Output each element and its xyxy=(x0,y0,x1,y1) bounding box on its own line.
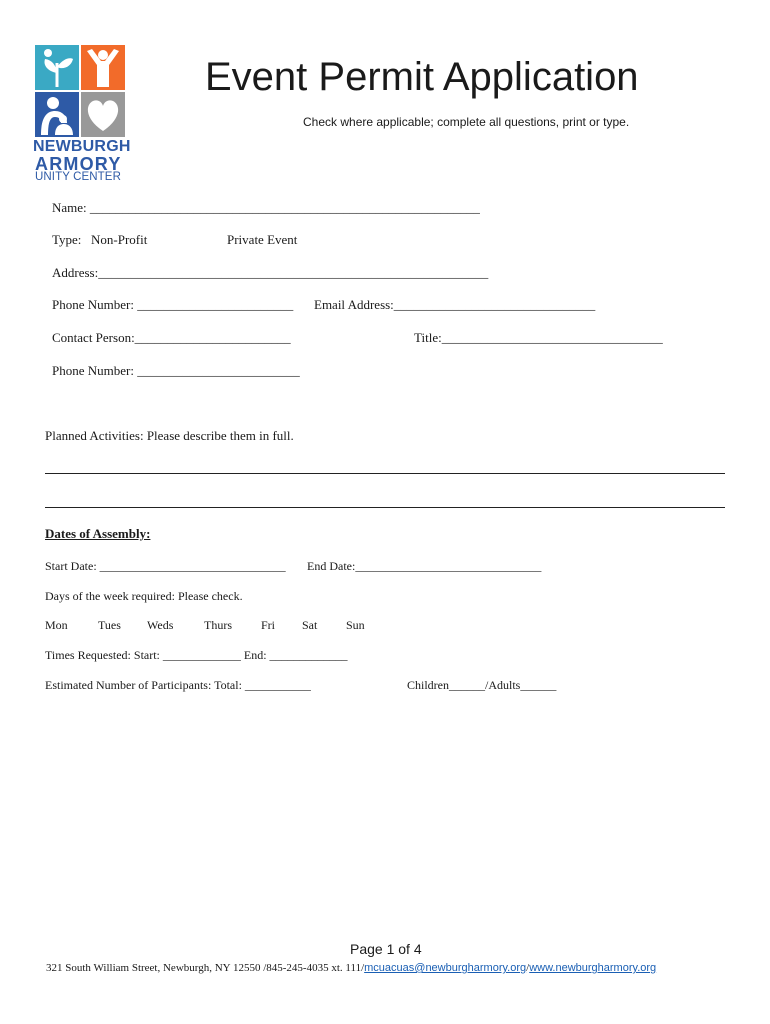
day-sun[interactable]: Sun xyxy=(346,618,365,632)
day-sat[interactable]: Sat xyxy=(302,618,318,632)
page-subtitle: Check where applicable; complete all questions, print or type. xyxy=(303,115,630,129)
page-title: Event Permit Application xyxy=(205,55,639,99)
org-name-line2: ARMORY xyxy=(35,154,122,174)
day-mon[interactable]: Mon xyxy=(45,618,68,632)
title-field[interactable]: Title:__________________________________ xyxy=(414,330,663,345)
times-requested-field[interactable]: Times Requested: Start: _____________ End: _____________ xyxy=(45,648,348,662)
footer-separator: / xyxy=(526,962,530,974)
dates-of-assembly-heading: Dates of Assembly: xyxy=(45,526,151,541)
planned-activities-label: Planned Activities: Please describe them in full. xyxy=(45,428,294,443)
day-tues[interactable]: Tues xyxy=(98,618,121,632)
type-label: Type: xyxy=(52,232,82,247)
type-option-private-event[interactable]: Private Event xyxy=(227,232,298,247)
footer-contact xyxy=(46,962,656,974)
footer-email-link[interactable]: mcuacuas@newburgharmory.org xyxy=(364,962,527,974)
contact-phone-field[interactable]: Phone Number: _________________________ xyxy=(52,363,300,378)
newburgh-armory-logo xyxy=(35,45,125,137)
contact-person-field[interactable]: Contact Person:________________________ xyxy=(52,330,291,345)
email-address-field[interactable]: Email Address:_______________________________ xyxy=(314,297,596,312)
planned-activities-line-1[interactable] xyxy=(45,473,725,474)
planned-activities-line-2[interactable] xyxy=(45,507,725,508)
name-field[interactable]: Name: ____________________________________________________________ xyxy=(52,200,480,215)
footer-website-link[interactable]: www.newburgharmory.org xyxy=(529,962,657,974)
day-thurs[interactable]: Thurs xyxy=(204,618,232,632)
start-date-field[interactable]: Start Date: _______________________________ xyxy=(45,559,286,573)
org-name-line1: NEWBURGH xyxy=(33,138,131,155)
org-name-line3: UNITY CENTER xyxy=(35,171,121,183)
participants-total-field[interactable]: Estimated Number of Participants: Total: ___________ xyxy=(45,678,311,692)
day-weds[interactable]: Weds xyxy=(147,618,174,632)
footer-address: 321 South William Street, Newburgh, NY 12550 /845-245-4035 xt. 111/ xyxy=(46,962,365,974)
day-fri[interactable]: Fri xyxy=(261,618,276,632)
address-field[interactable]: Address:____________________________________________________________ xyxy=(52,265,489,280)
page-number: Page 1 of 4 xyxy=(350,941,422,957)
type-option-nonprofit[interactable]: Non-Profit xyxy=(91,232,148,247)
phone-number-field[interactable]: Phone Number: ________________________ xyxy=(52,297,294,312)
children-adults-field[interactable]: Children______/Adults______ xyxy=(407,678,557,692)
end-date-field[interactable]: End Date:_______________________________ xyxy=(307,559,542,573)
days-prompt: Days of the week required: Please check. xyxy=(45,589,243,603)
